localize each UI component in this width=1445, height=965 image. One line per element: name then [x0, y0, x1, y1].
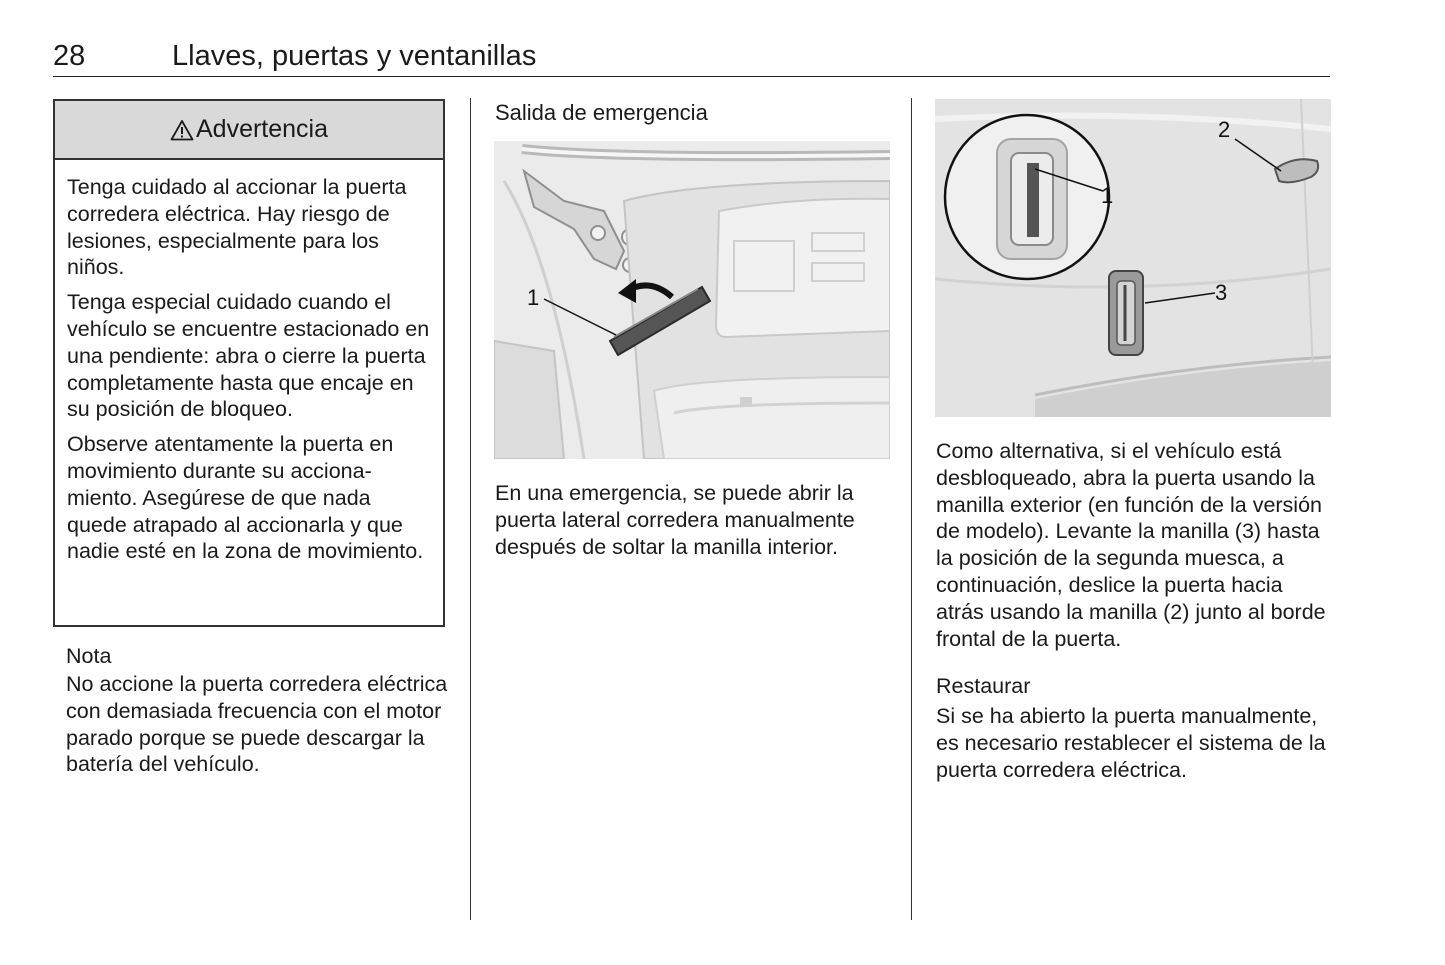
- callout-1: 1: [527, 285, 540, 310]
- emergency-release-figure: [494, 141, 890, 459]
- warning-header: [55, 101, 443, 160]
- exterior-text: Como alternativa, si el vehículo está desbloqueado, abra la puerta usando la manilla exterior (en función de la versión de modelo). Levante la manilla (3) hasta la posición de la segunda muesca, a continuación, deslice la puerta hacia atrás usando la manilla (2) junto al borde frontal de la puerta.: [936, 439, 1326, 651]
- warning-triangle-icon: [170, 119, 194, 141]
- emergency-text: En una emergencia, se puede abrir la puerta lateral corredera manualmente después de soltar la manilla interior.: [495, 481, 855, 559]
- column-divider-1: [470, 98, 471, 920]
- warning-box: [53, 99, 445, 627]
- warning-body: [55, 160, 443, 565]
- header-rule: [53, 76, 1330, 77]
- warning-paragraph: Observe atentamente la puerta en movimiento durante su accionamiento. Asegúrese de que nada quede atrapado al accionarla y que nadie esté en la zona de movimiento.: [67, 432, 424, 564]
- callout-2: 2: [1218, 117, 1231, 142]
- page-number: 28: [53, 40, 86, 72]
- callout-3: 3: [1215, 280, 1228, 305]
- exterior-handle-figure: [935, 99, 1331, 417]
- restore-text: Si se ha abierto la puerta manualmente, es necesario restablecer el sistema de la puerta corredera eléctrica.: [936, 704, 1326, 782]
- note-heading: Nota: [66, 644, 112, 668]
- emergency-heading: Salida de emergencia: [495, 100, 708, 125]
- warning-paragraph: Tenga cuidado al accionar la puerta corredera eléctrica. Hay riesgo de lesiones, especialmente para los niños.: [67, 175, 407, 280]
- warning-paragraph: Tenga especial cuidado cuando el vehículo se encuentre estacionado en una pendiente: abra o cierre la puerta completamente hasta que encaje en su posición de bloqueo.: [67, 290, 430, 422]
- note-text: No accione la puerta corredera eléctrica con demasiada frecuencia con el motor parado porque se puede descargar la batería del vehículo.: [66, 672, 448, 777]
- restore-heading: Restaurar: [936, 674, 1031, 698]
- warning-title: Advertencia: [195, 115, 329, 143]
- callout-1: 1: [1101, 183, 1114, 208]
- column-divider-2: [911, 98, 912, 920]
- page-title: Llaves, puertas y ventanillas: [172, 40, 537, 72]
